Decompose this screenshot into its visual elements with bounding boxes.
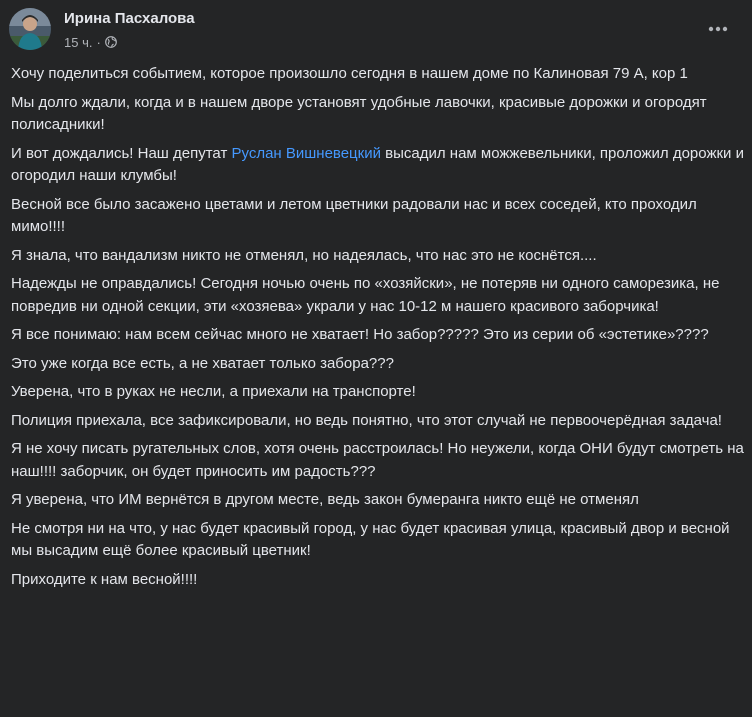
post-paragraph: Надежды не оправдались! Сегодня ночью очень по «хозяйски», не потеряв ни одного саморезика, не повредив ни одной секции, эти «хозяева» украли у нас 10-12 м нашего красивого заборчика! <box>11 275 720 315</box>
more-options-button[interactable] <box>703 14 733 44</box>
post-paragraph: Я знала, что вандализм никто не отменял, но надеялась, что нас это не коснётся.... <box>11 246 597 264</box>
post-paragraph: Я не хочу писать ругательных слов, хотя очень расстроилась! Но неужели, когда ОНИ будут смотреть на наш!!!! заборчик, он будет приносить им радость??? <box>11 440 744 480</box>
meta-separator: · <box>96 34 101 50</box>
author-avatar[interactable] <box>9 8 51 50</box>
author-name[interactable]: Ирина Пасхалова <box>64 10 195 27</box>
mention-text-before: И вот дождались! Наш депутат <box>11 144 232 162</box>
post-timestamp[interactable]: 15 ч. <box>64 34 93 50</box>
avatar-photo <box>9 8 51 50</box>
post-paragraph: Я уверена, что ИМ вернётся в другом месте, ведь закон бумеранга никто ещё не отменял <box>11 491 639 508</box>
post-header <box>0 0 752 60</box>
post-paragraph: Я все понимаю: нам всем сейчас много не хватает! Но забор????? Это из серии об «эстетике»???? <box>11 326 709 343</box>
post-paragraph: Мы долго ждали, когда и в нашем дворе установят удобные лавочки, красивые дорожки и огородят полисадники! <box>11 93 707 133</box>
post-paragraph: Полиция приехала, все зафиксировали, но ведь понятно, что этот случай не первоочерёдная задача! <box>11 411 722 429</box>
post-paragraph-with-mention <box>11 143 745 188</box>
post-paragraph: Это уже когда все есть, а не хватает только забора??? <box>11 354 394 372</box>
globe-icon[interactable] <box>105 36 117 48</box>
post-paragraph: Не смотря ни на что, у нас будет красивый город, у нас будет красивая улица, красивый двор и весной мы высадим ещё более красивый цветник! <box>11 519 730 559</box>
more-horizontal-icon <box>708 26 728 32</box>
mention-text-after: высадил нам можжевельники, проложил дорожки и огородил наши клумбы! <box>11 144 744 184</box>
post-paragraph: Хочу поделиться событием, которое произошло сегодня в нашем доме по Калиновая 79 А, кор 1 <box>11 65 688 82</box>
post-paragraph: Приходите к нам весной!!!! <box>11 570 198 588</box>
post-text <box>11 63 745 597</box>
mention-link[interactable]: Руслан Вишневецкий <box>231 144 381 162</box>
post-paragraph: Весной все было засажено цветами и летом цветники радовали нас и всех соседей, кто проходил мимо!!!! <box>11 195 697 235</box>
post-meta <box>64 34 117 50</box>
post-paragraph: Уверена, что в руках не несли, а приехали на транспорте! <box>11 383 416 400</box>
